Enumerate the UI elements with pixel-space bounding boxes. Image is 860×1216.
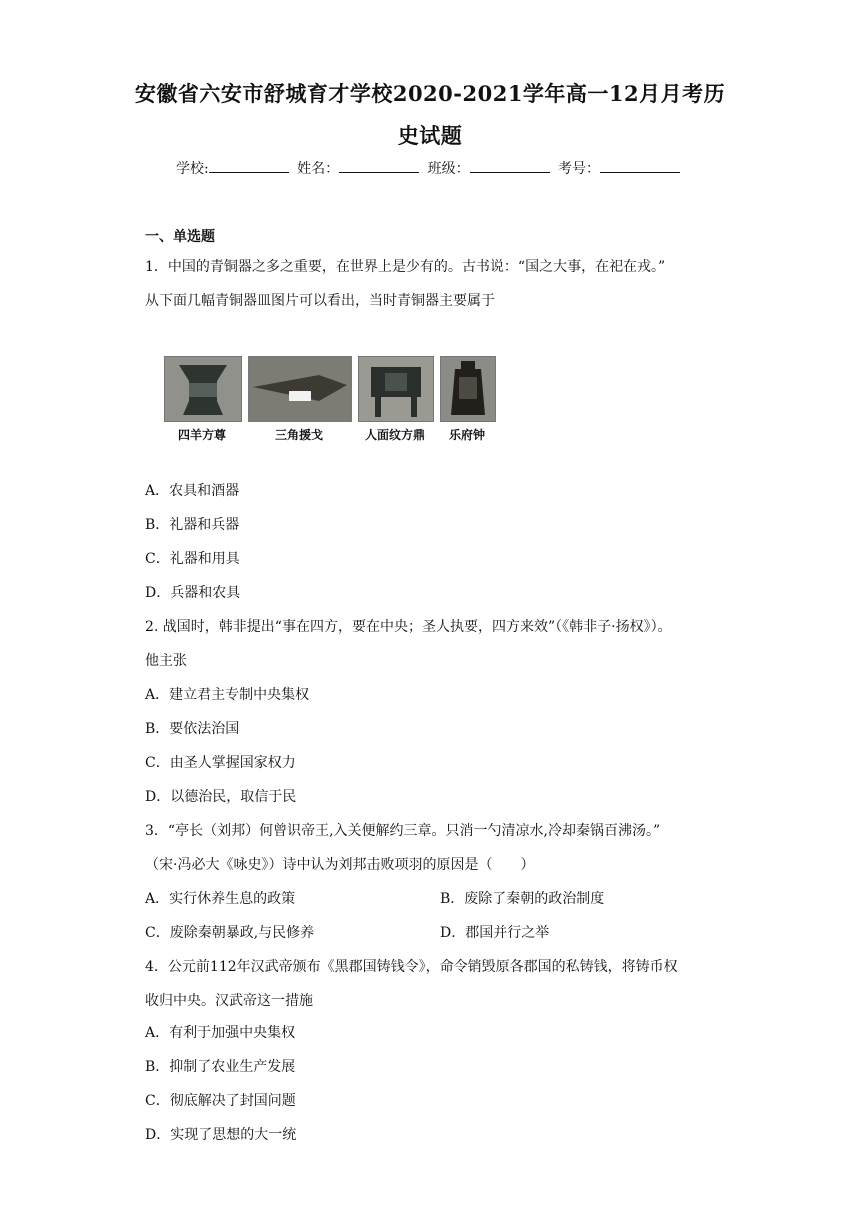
bronze-figure [164,356,498,448]
caption-triangular-ge: 三角援戈 [274,428,323,442]
student-info-row [0,158,860,178]
q1-option-c: C．礼器和用具 [145,551,240,567]
q1-stem-line2: 从下面几幅青铜器皿图片可以看出，当时青铜器主要属于 [145,293,495,309]
q3-stem-line1: 3．“亭长（刘邦）何曾识帝王,入关便解约三章。只消一勺清凉水,冷却秦锅百沸汤。” [145,823,661,839]
caption-four-ram-zun: 四羊方尊 [177,428,226,442]
human-face-ding-image [358,356,434,422]
q3-option-b: B．废除了秦朝的政治制度 [440,891,605,907]
exam-no-label: 考号： [558,161,601,177]
q4-option-a: A．有利于加强中央集权 [145,1025,296,1041]
name-blank [339,158,419,173]
q1-stem-line1: 1．中国的青铜器之多之重要，在世界上是少有的。古书说：“国之大事，在祀在戎。” [145,259,666,275]
caption-human-face-ding: 人面纹方鼎 [364,428,425,442]
caption-yuefu-bell: 乐府钟 [448,428,485,442]
page-title-line1: 安徽省六安市舒城育才学校2020-2021学年高一12月月考历 [134,81,726,106]
q2-stem-line1: 2. 战国时，韩非提出“事在四方，要在中央；圣人执要，四方来效”（《韩非子·扬权》）。 [145,619,672,635]
q4-option-d: D．实现了思想的大一统 [145,1127,297,1143]
yuefu-bell-image [440,356,496,422]
section-heading: 一、单选题 [145,229,215,245]
q4-option-b: B．抑制了农业生产发展 [145,1059,296,1075]
q3-option-c: C．废除秦朝暴政,与民修养 [145,925,315,941]
q2-option-b: B．要依法治国 [145,721,240,737]
page-title-line2: 史试题 [397,123,463,148]
q1-option-a: A．农具和酒器 [145,483,240,499]
class-blank [470,158,550,173]
q2-option-d: D．以德治民，取信于民 [145,789,297,805]
school-blank [209,158,289,173]
q2-option-c: C．由圣人掌握国家权力 [145,755,296,771]
q3-option-a: A．实行休养生息的政策 [145,891,296,907]
q1-option-b: B．礼器和兵器 [145,517,240,533]
school-label: 学校: [175,161,209,177]
q4-stem-line2: 收归中央。汉武帝这一措施 [145,993,313,1009]
name-label: 姓名： [297,161,340,177]
q2-option-a: A．建立君主专制中央集权 [145,687,310,703]
q3-option-d: D．郡国并行之举 [440,925,550,941]
exam-no-blank [600,158,680,173]
q1-option-d: D．兵器和农具 [145,585,241,601]
four-ram-zun-image [164,356,242,422]
q4-option-c: C．彻底解决了封国问题 [145,1093,296,1109]
triangular-ge-image [248,356,352,422]
class-label: 班级： [427,161,470,177]
q3-stem-line2: （宋·冯必大《咏史》）诗中认为刘邦击败项羽的原因是（ ） [145,857,535,873]
q2-stem-line2: 他主张 [145,653,187,669]
q4-stem-line1: 4．公元前112年汉武帝颁布《黑郡国铸钱令》，命令销毁原各郡国的私铸钱，将铸币权 [145,959,678,975]
